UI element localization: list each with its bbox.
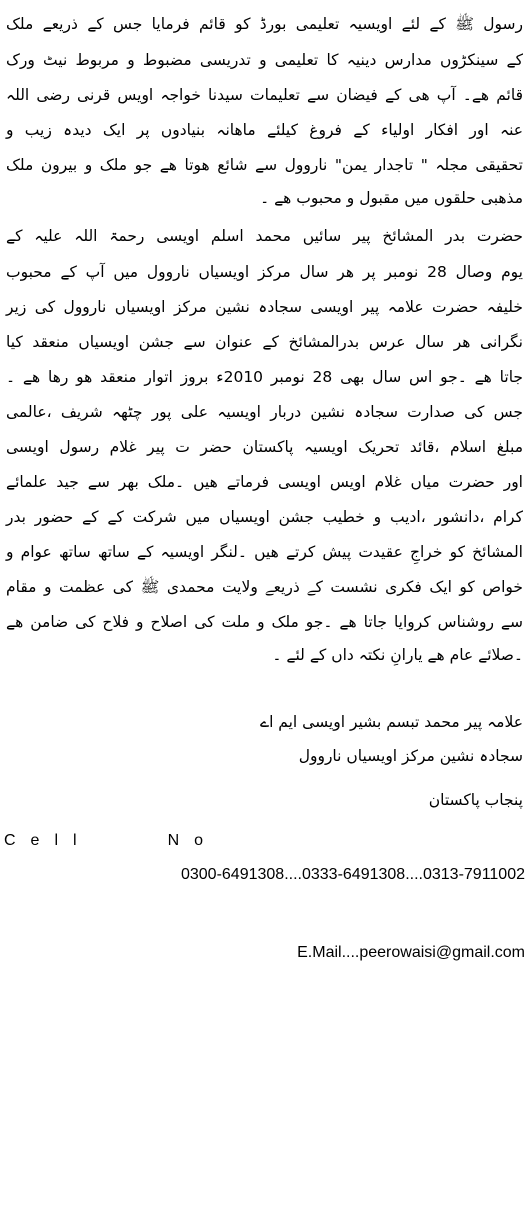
cell-label: Cell bbox=[4, 832, 92, 849]
email-address: E.Mail....peerowaisi@gmail.com bbox=[297, 944, 525, 961]
para1-line-6: مذھبی حلقوں میں مقبول و محبوب ھے ۔ bbox=[260, 189, 523, 207]
para2-line-2: یوم وصال 28 نومبر پر ھر سال مرکز اویسیاں ناروول میں آپ کے محبوب bbox=[6, 263, 523, 281]
para2-line-4: نگرانی ھر سال عرس بدرالمشائخ کے عنوان سے جشن اویسیاں منعقد کیا bbox=[6, 333, 523, 351]
para1-line-1: رسول ﷺ کے لئے اویسیہ تعلیمی بورڈ کو قائم فرمایا جس کے ذریعے ملک bbox=[6, 15, 523, 33]
para2-line-1: حضرت بدر المشائخ پیر سائیں محمد اسلم اویسی رحمۃ اللہ علیہ کے bbox=[6, 227, 523, 245]
para3-line-8: ۔صلائے عام ھے یارانِ نکتہ داں کے لئے ۔ bbox=[272, 646, 523, 664]
no-label: No bbox=[167, 832, 219, 849]
para1-line-5: تحقیقی مجلہ " تاجدار یمن" ناروول سے شائع ھوتا ھے جو ملک و بیرون ملک bbox=[6, 156, 523, 174]
para3-line-4: کرام ،دانشور ،ادیب و خطیب جشن اویسیاں میں شرکت کے کے حضور بدر bbox=[6, 508, 523, 526]
para1-line-2: کے سینکڑوں مدارس دینیہ کا تعلیمی و تدریسی مضبوط و مربوط نیٹ ورک bbox=[6, 51, 523, 69]
para2-line-5: جاتا ھے ۔جو اس سال بھی 28 نومبر 2010ء بروز اتوار منعقد ھو رھا ھے ۔ bbox=[6, 368, 523, 386]
para3-line-5: المشائخ کو خراجِ عقیدت پیش کرتے ھیں ۔لنگر اویسیہ کے ساتھ ساتھ عوام و bbox=[6, 543, 523, 561]
para3-line-1: جس کی صدارت سجادہ نشین دربار اویسیہ علی پور چٹھہ شریف ،عالمی bbox=[6, 403, 523, 421]
signature-title: سجادہ نشین مرکز اویسیاں ناروول bbox=[298, 747, 523, 765]
para3-line-7: سے روشناس کروایا جاتا ھے ۔جو ملک و ملت کی اصلاح و فلاح کی ضامن ھے bbox=[6, 613, 523, 631]
para3-line-6: خواص کو ایک فکری نشست کے ذریعے ولایت محمدی ﷺ کی عظمت و مقام bbox=[6, 578, 523, 596]
para3-line-2: مبلغ اسلام ،قائد تحریک اویسیہ پاکستان حضر ت پیر غلام رسول اویسی bbox=[6, 438, 523, 456]
cell-no-label bbox=[4, 832, 244, 850]
phone-numbers: 0300-6491308....0333-6491308....0313-7911002 bbox=[180, 866, 525, 883]
signature-name: علامہ پیر محمد تبسم بشیر اویسی ایم اے bbox=[259, 713, 523, 731]
para3-line-3: اور حضرت میاں غلام اویس اویسی فرماتے ھیں ۔ملک بھر سے جید علمائے bbox=[6, 473, 523, 491]
para1-line-4: عنہ اور افکار اولیاء کے فروغ کیلئے ماھانہ بنیادوں پر ایک دیدہ زیب و bbox=[6, 121, 523, 139]
signature-place: پنجاب پاکستان bbox=[428, 791, 523, 809]
para1-line-3: قائم ھے۔ آپ ھی کے فیضان سے تعلیمات سیدنا خواجہ اویس قرنی رضی اللہ bbox=[6, 86, 523, 104]
para2-line-3: خلیفہ حضرت علامہ پیر اویسی سجادہ نشین مرکز اویسیاں ناروول کی زیر bbox=[6, 298, 523, 316]
